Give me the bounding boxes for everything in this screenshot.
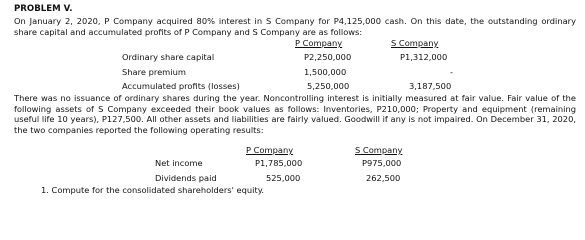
table1-header-p: P Company xyxy=(295,38,343,48)
problem-title: PROBLEM V. xyxy=(14,4,73,14)
row-value-p: 1,500,000 xyxy=(304,67,347,77)
question-text: 1. Compute for the consolidated shareholders' equity. xyxy=(41,185,265,195)
row-label: Net income xyxy=(155,158,203,168)
row-label: Ordinary share capital xyxy=(122,52,215,62)
row-value-s: P975,000 xyxy=(362,158,402,168)
row-label: Dividends paid xyxy=(155,173,217,183)
row-value-s: P1,312,000 xyxy=(400,52,448,62)
row-label: Accumulated profits (losses) xyxy=(122,81,240,91)
row-value-s: - xyxy=(450,67,453,77)
row-value-p: 5,250,000 xyxy=(307,81,350,91)
row-value-s: 3,187,500 xyxy=(409,81,452,91)
table2-header-s: S Company xyxy=(355,145,403,155)
row-value-s: 262,500 xyxy=(366,173,401,183)
table2-header-p: P Company xyxy=(246,145,294,155)
intro-paragraph: On January 2, 2020, P Company acquired 80% interest in S Company for P4,125,000 cash. On this date, the outstanding ordinary share capital and accumulated profits of P Company and S Company are as follows: xyxy=(14,16,576,37)
row-value-p: 525,000 xyxy=(266,173,301,183)
row-value-p: P1,785,000 xyxy=(255,158,303,168)
facts-paragraph: There was no issuance of ordinary shares during the year. Noncontrolling interest is initially measured at fair value. Fair value of the following assets of S Company exceeded their book values as follows: Inventories, P210,000; Property and equipment (remaining useful life 10 years), P127,500. All other assets and liabilities are fairly valued. Goodwill if any is not impaired. On December 31, 2020, the two companies reported the following operating results: xyxy=(14,93,576,135)
row-value-p: P2,250,000 xyxy=(304,52,352,62)
row-label: Share premium xyxy=(122,67,186,77)
table1-header-s: S Company xyxy=(391,38,439,48)
